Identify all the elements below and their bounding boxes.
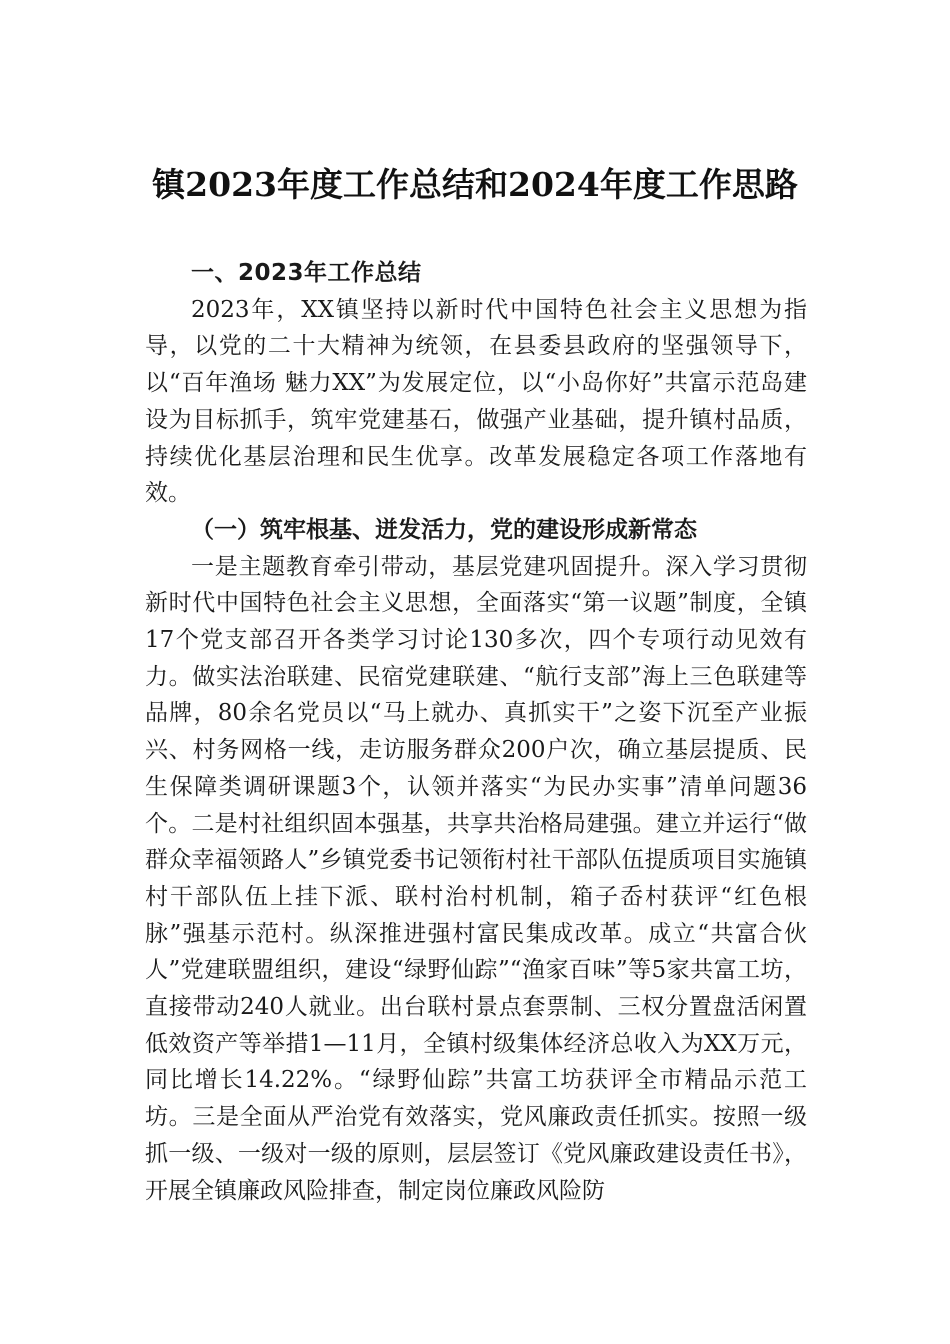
document-title: 镇2023年度工作总结和2024年度工作思路	[152, 165, 798, 204]
section-heading: 一、2023年工作总结	[191, 260, 422, 286]
intro-paragraph: 2023年，XX镇坚持以新时代中国特色社会主义思想为指导，以党的二十大精神为统领，在县委县政府的坚强领导下，以“百年渔场 魅力XX”为发展定位，以“小岛你好”共富示范岛建设为目标抓手，筑牢党建基石，做强产业基础，提升镇村品质，持续优化基层治理和民生优享。改革发展稳定各项工作落地有效。	[145, 296, 807, 507]
subsection-heading: （一）筑牢根基、迸发活力，党的建设形成新常态	[191, 515, 697, 543]
main-paragraph: 一是主题教育牵引带动，基层党建巩固提升。深入学习贯彻新时代中国特色社会主义思想，全面落实“第一议题”制度，全镇17个党支部召开各类学习讨论130多次，四个专项行动见效有力。做实法治联建、民宿党建联建、“航行支部”海上三色联建等品牌，80余名党员以“马上就办、真抓实干”之姿下沉至产业振兴、村务网格一线，走访服务群众200户次，确立基层提质、民生保障类调研课题3个，认领并落实“为民办实事”清单问题36个。二是村社组织固本强基，共享共治格局建强。建立并运行“做群众幸福领路人”乡镇党委书记领衔村社干部队伍提质项目实施镇村干部队伍上挂下派、联村治村机制，箱子岙村获评“红色根脉”强基示范村。纵深推进强村富民集成改革。成立“共富合伙人”党建联盟组织，建设“绿野仙踪”“渔家百味”等5家共富工坊，直接带动240人就业。出台联村景点套票制、三权分置盘活闲置低效资产等举措1—11月，全镇村级集体经济总收入为XX万元，同比增长14.22%。“绿野仙踪”共富工坊获评全市精品示范工坊。三是全面从严治党有效落实，党风廉政责任抓实。按照一级抓一级、一级对一级的原则，层层签订《党风廉政建设责任书》，开展全镇廉政风险排查，制定岗位廉政风险防	[145, 553, 807, 1204]
document-body	[145, 255, 807, 1209]
